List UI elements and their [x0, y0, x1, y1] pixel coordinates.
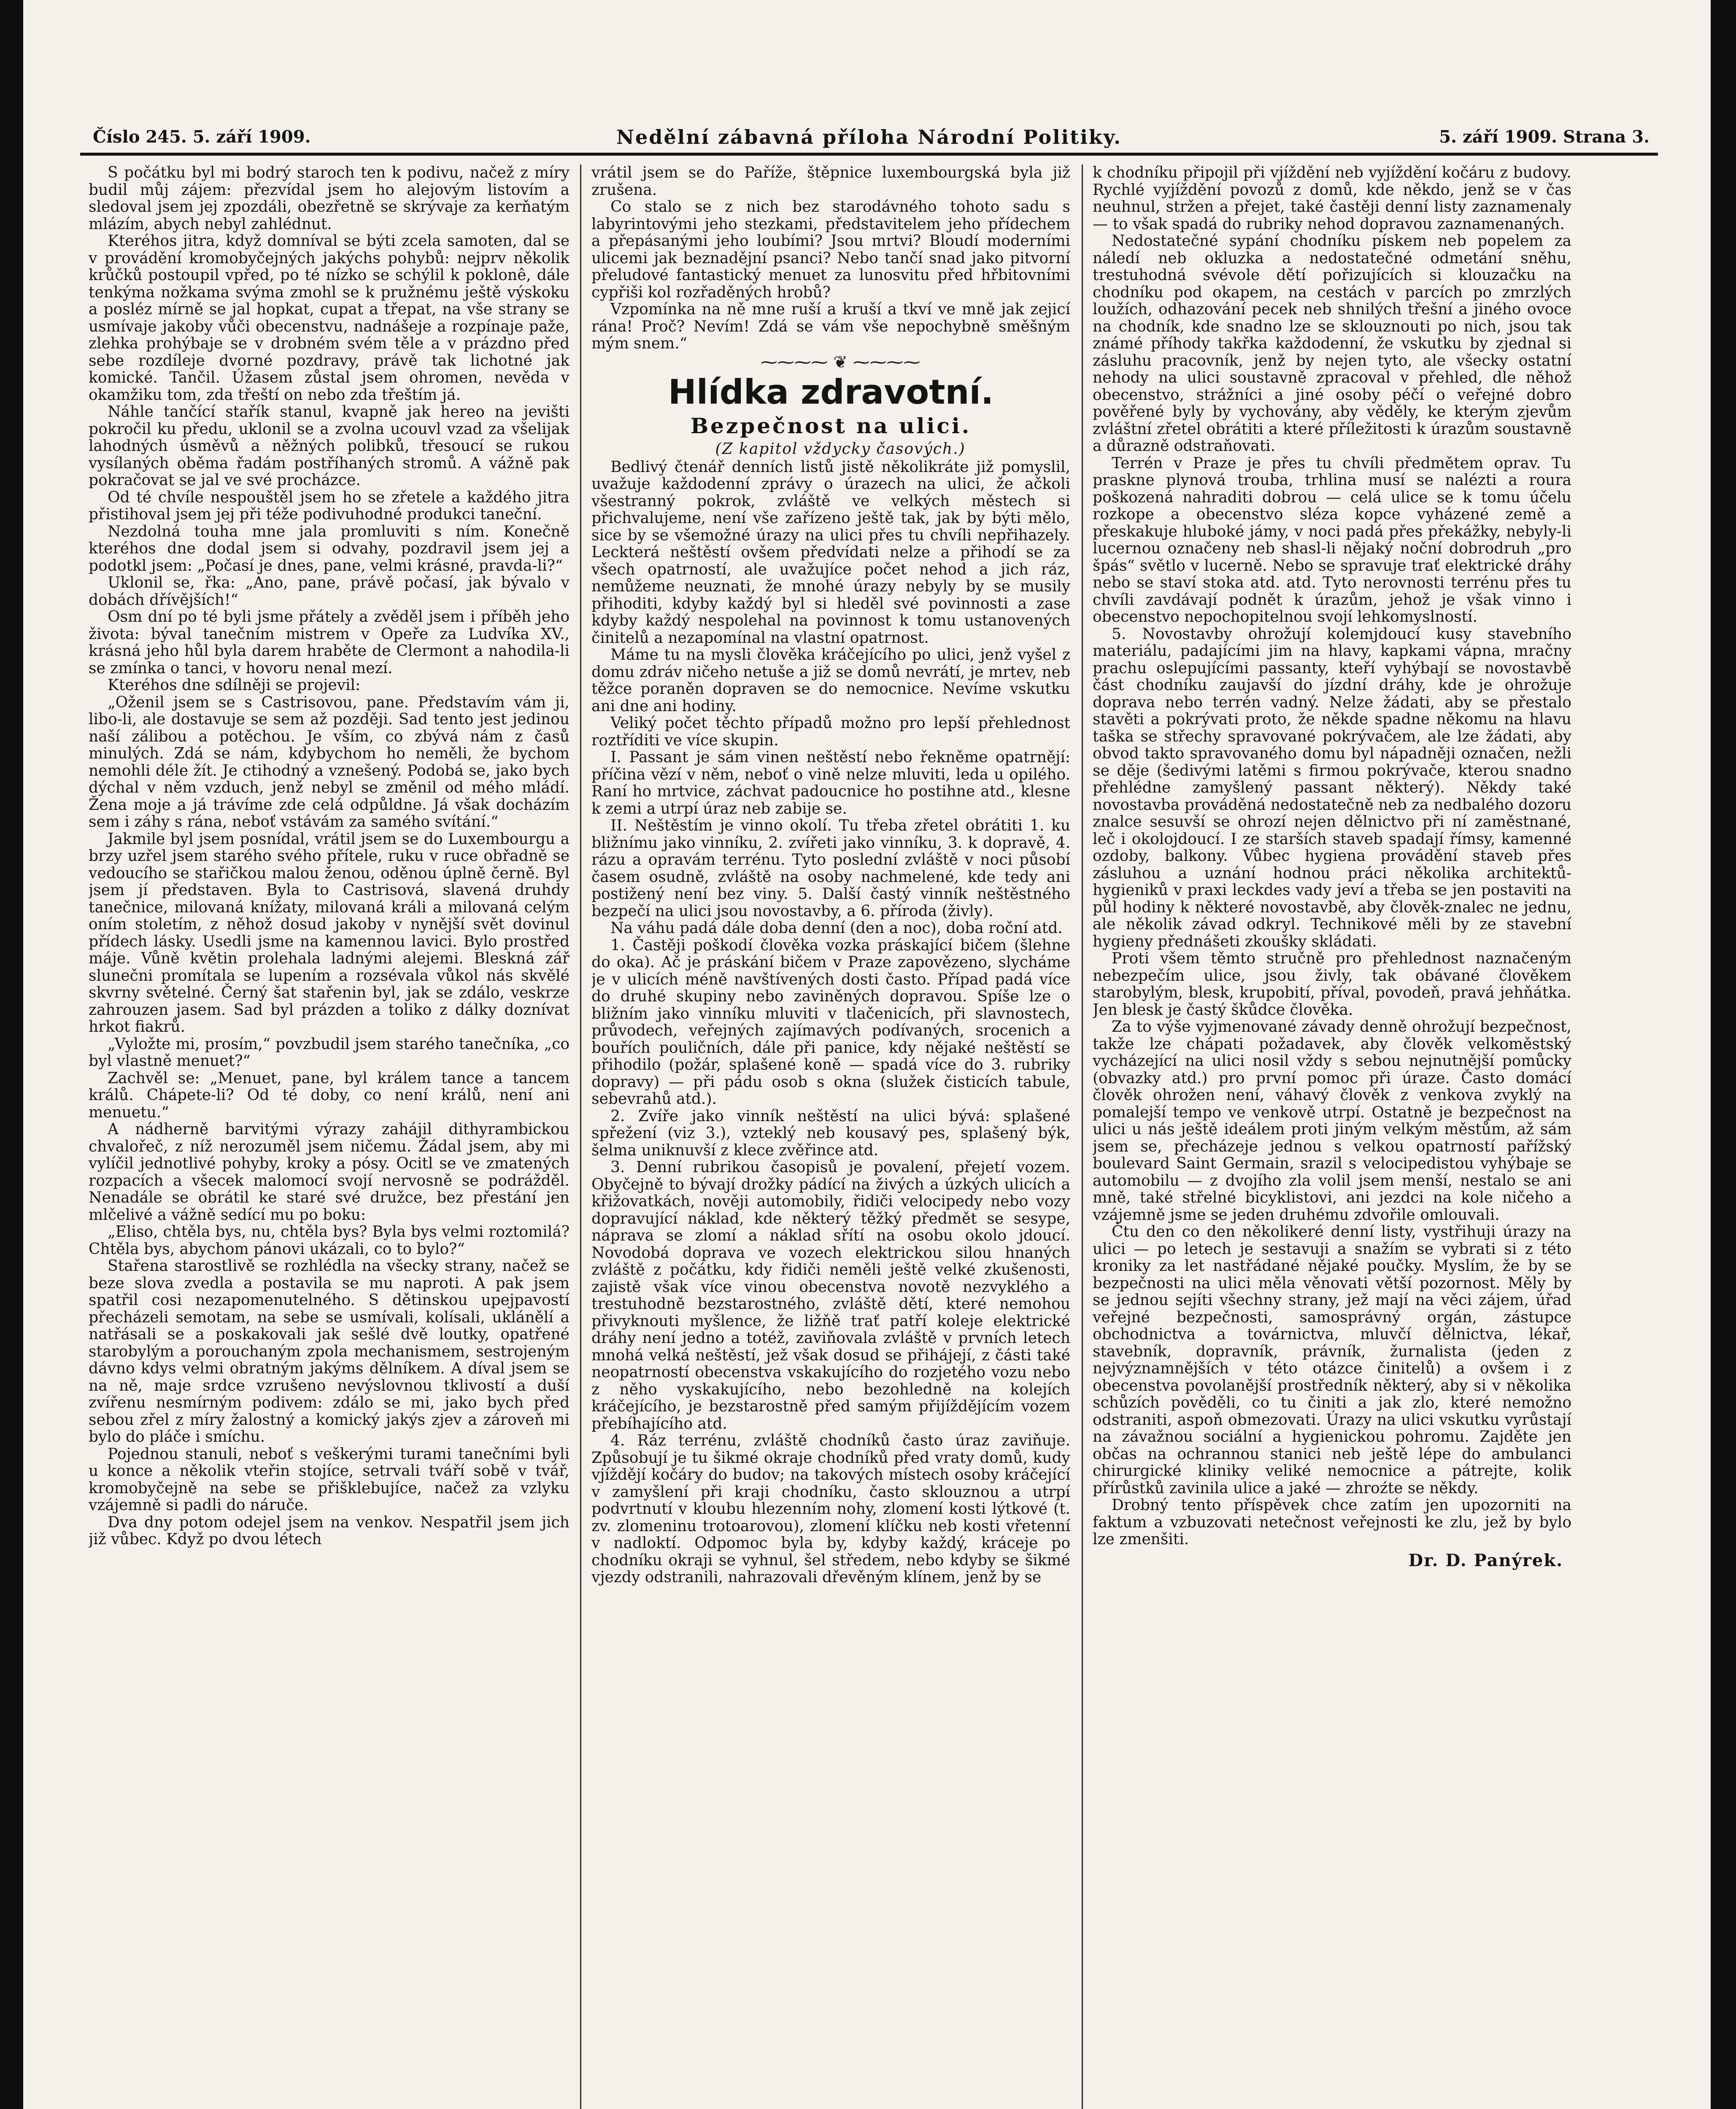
column-2: [591, 165, 1070, 2109]
column-divider: [580, 165, 581, 2109]
paragraph: „Vyložte mi, prosím,“ povzbudil jsem starého tanečníka, „co byl vlastně menuet?“: [89, 1035, 570, 1070]
ornament-divider: ⁓⁓⁓⁓ ❦ ⁓⁓⁓⁓: [760, 352, 921, 372]
paragraph: Osm dní po té byli jsme přátely a zvěděl jsem i příběh jeho života: býval tanečním mistrem v Opeře za Ludvíka XV., krásná jeho hůl byla darem hraběte de Clermont a nahodila-li se zmínka o tanci, v hovoru nenal mezí.: [89, 608, 570, 677]
paragraph: Bedlivý čtenář denních listů jistě několikráte již pomyslil, uvažuje každodenní zprávy o úrazech na ulici, že ačkoli všestranný pokrok, zvláště ve velkých městech si přichvalujeme, není vše zařízeno ještě tak, jak by býti mělo, sice by se všemožné úrazy na ulici přes tu chvíli nepřihazely. Leckterá neštěstí ovšem předvídati nelze a přihodí se za všech opatrností, ale uvažujíce počet nehod a jich ráz, nemůžeme neuznati, že mnohé úrazy nebyly by se musily přihoditi, kdyby každý byl si hleděl své povinnosti a zase kdyby každý nespolehal na povinnost k tomu ustanovených činitelů a nezapomínal na vlastní opatrnost.: [591, 458, 1070, 647]
newspaper-page: [80, 105, 1658, 2109]
issue-date: Číslo 245. 5. září 1909.: [93, 127, 311, 147]
paragraph: Co stalo se z nich bez starodávného tohoto sadu s labyrintovými jeho stezkami, představitelem jeho přídechem a přepásanými jeho loubími? Jsou mrtvi? Bloudí moderními ulicemi jak beznadějní psanci? Nebo tančí snad jako pitvorní přeludové fantastický menuet za lunosvitu před hřbitovními cypřiši kol rozřaděných hrobů?: [591, 198, 1070, 301]
section-title: Hlídka zdravotní.: [668, 372, 994, 412]
paragraph: Na váhu padá dále doba denní (den a noc), doba roční atd.: [610, 920, 1063, 937]
author-signature: Dr. D. Panýrek.: [1408, 1550, 1563, 1570]
paragraph: Od té chvíle nespouštěl jsem ho se zřetele a každého jitra přistihoval jsem jej při téže podivuhodné produkci taneční.: [89, 488, 570, 523]
paragraph: k chodníku připojil při vjíždění neb vyjíždění kočáru z budovy. Rychlé vyjíždění povozů z domů, kde někdo, jenž se v čas neuhnul, stržen a přejet, také častěji denní listy zaznamenaly — to však spadá do rubriky nehod dopravou zaznamenaných.: [1093, 165, 1571, 233]
paragraph: I. Passant je sám vinen neštěstí nebo řekněme opatrnějí: příčina vězí v něm, neboť o vině nelze mluviti, leda u opilého. Raní ho mrtvice, záchvat padoucnice ho postihne atd., klesne k zemi a utrpí úraz neb zabije se.: [591, 749, 1070, 817]
paragraph: Za to výše vyjmenované závady denně ohrožují bezpečnost, takže lze chápati požadavek, aby člověk velkoměstský vycházející na ulici nosil vždy s sebou nejnutnější pomůcky (obvazky atd.) pro první pomoc při úraze. Často domácí člověk ohrožen není, váhavý člověk z venkova zvyklý na pomalejší tempo ve venkově utrpí. Ostatně je bezpečnost na ulici u nás ještě ideálem proti jiným velkým městům, až sám jsem se, přecházeje jednou s velkou opatrností pařížský boulevard Saint Germain, srazil s velocipedistou vyhýbaje se automobilu — z dvojího zla volil jsem menší, nestalo se ani mně, také střelné bicyklistovi, ani jezdci na kole ničeho a vzájemně jsme se jeden druhému zdvořile omlouvali.: [1093, 1018, 1571, 1224]
paragraph: II. Neštěstím je vinno okolí. Tu třeba zřetel obrátiti 1. ku bližnímu jako vinníku, 2. zvířeti jako vinníku, 3. k dopravě, 4. rázu a opravám terrénu. Tyto poslední zvláště v noci působí časem osudně, zvláště na osoby nachmelené, kde tedy ani postižený není bez viny. 5. Další častý vinník neštěstného bezpečí na ulici jsou novostavby, a 6. příroda (živly).: [591, 817, 1070, 920]
paragraph: Proti všem těmto stručně pro přehlednost naznačeným nebezpečím ulice, jsou živly, tak obávané člověkem starobylým, blesk, krupobití, příval, povodeň, pravá jehňátka. Jen blesk je častý škůdce člověka.: [1093, 950, 1571, 1019]
paragraph: Pojednou stanuli, neboť s veškerými turami tanečními byli u konce a několik vteřin stojíce, setrvali tváří sobě v tvář, kromobyčejně na sebe se přišklebujíce, načež za vzlyku vzájemně si padli do náruče.: [89, 1445, 570, 1514]
paragraph: 5. Novostavby ohrožují kolemjdoucí kusy stavebního materiálu, padajícími jim na hlavy, kapkami vápna, mračny prachu oslepujícími passanty, kteří vyhýbají se novostavbě část chodníku zaujavší do jízdní dráhy, kde je ohrožuje doprava nebo terrén vadný. Nelze žádati, aby se přestalo stavěti a pokrývati proto, že někde spadne někomu na hlavu taška se střechy spravované pokrývačem, ale lze žádati, aby obvod takto spravovaného domu byl nápadněji označen, nežli se děje (šedivými latěmi s firmou pokrývače, kterou snadno přehlédne zamyšlený passant některý). Někdy také novostavba prováděná nedostatečně neb za nedbalého dozoru znalce sesuvší se ohrozí nejen dělnictvo při ní zaměstnané, leč i okolojdoucí. I ze starších staveb spadají římsy, kamenné ozdoby, balkony. Vůbec hygiena provádění staveb přes zásluhou a uznání hodnou práci několika architektů-hygieniků v praxi leckdes vady jeví a třeba se jen postaviti na půl hodiny k některé novostavbě, aby člověk-znalec ne jednu, ale několik závad odkryl. Technikové měli by ze stavební hygieny přednášeti zkoušky skládati.: [1093, 625, 1571, 950]
paragraph: „Eliso, chtěla bys, nu, chtěla bys? Byla bys velmi roztomilá? Chtěla bys, abychom pánovi ukázali, co to bylo?“: [89, 1223, 570, 1258]
paragraph: vrátil jsem se do Paříže, štěpnice luxembourgská byla již zrušena.: [591, 165, 1070, 199]
page-number: 5. září 1909. Strana 3.: [1439, 127, 1650, 147]
scan-border-left: [0, 0, 23, 2109]
paragraph: Kteréhos jitra, když domníval se býti zcela samoten, dal se v provádění kromobyčejných jakýchs pohybů: nejprv několik krůčků postoupil vpřed, po té nízko se schýlil k poklonê, dále tenkýma nožkama svýma zmohl se k pružnému ještě výskoku a posléz mírně se jal hopkat, cupat a třepat, na vše strany se usmívaje jakoby vůči obecenstvu, nadnášeje a rozpínaje paže, zlehka prohýbaje se v drobném svém těle a v prázdno před sebe rozdíleje dvorné pozdravy, právě tak lichotné jak komické. Tančil. Úžasem zůstal jsem ohromen, nevěda v okamžiku tom, zda třeští on nebo zda třeštím já.: [89, 232, 570, 404]
article-title: Bezpečnost na ulici.: [690, 413, 972, 438]
paragraph: Nezdolná touha mne jala promluviti s ním. Konečně kteréhos dne dodal jsem si odvahy, pozdravil jsem jej a podotkl jsem: „Počasí je dnes, pane, velmi krásné, pravda-li?“: [89, 523, 570, 574]
paragraph: Stařena starostlivě se rozhlédla na všecky strany, načež se beze slova zvedla a postavila se mu naproti. A pak jsem spatřil cosi nezapomenutelného. S dětinskou upejpavostí přecházeli semotam, na sebe se usmívali, kolísali, uklánělí a natřásali se a poskakovali jak sešlé dvě loutky, opatřené starobylým a porouchaným zpola mechanismem, sestrojeným dávno kdys velmi obratným jakýms dělníkem. A díval jsem se na ně, maje srdce vzrušeno nevýslovnou tklivostí a duší zvířenu nesmírným podivem: zdálo se mi, jako bych před sebou zřel z míry žalostný a komický jakýs zjev a zároveň mi bylo do pláče i smíchu.: [89, 1257, 570, 1446]
paragraph: Vzpomínka na ně mne ruší a kruší a tkví ve mně jak zejicí rána! Proč? Nevím! Zdá se vám vše nepochybně směšným mým snem.“: [591, 301, 1070, 352]
paragraph: Jakmile byl jsem posnídal, vrátil jsem se do Luxembourgu a brzy uzřel jsem starého svého přítele, ruku v ruce obřadně se vedoucího se stařičkou malou ženou, oděnou úplně černě. Byl jsem jí představen. Byla to Castrisová, slavená druhdy tanečnice, milovaná knížaty, milovaná králi a milovaná celým oním stoletím, z něhož dosud jakoby v nynější svět dovinul přídech lásky. Usedli jsme na kamennou lavici. Bylo prostřed máje. Vůně květin prolehala ladnými alejemi. Bleskná zář slunečni promítala se lupením a rozsévala vůkol nás skvělé skvrny světelné. Černý šat stařenin byl, jak se zdálo, veskrze zahrouzen jasem. Sad byl prázden a toliko z dálky doznívat hrkot fiakrů.: [89, 830, 570, 1036]
column-1: [89, 165, 570, 2109]
paragraph: Máme tu na mysli člověka kráčejícího po ulici, jenž vyšel z domu zdráv ničeho netuše a již se domů nevrátí, je mrtev, neb těžce poraněn dopraven se do nemocnice. Nevíme vskutku ani dne ani hodiny.: [591, 646, 1070, 715]
paragraph: Veliký počet těchto případů možno pro lepší přehlednost roztříditi ve více skupin.: [591, 715, 1070, 749]
masthead: [80, 122, 1658, 152]
header-rule: [80, 153, 1658, 156]
article-subtitle: (Z kapitol vždycky časových.): [715, 440, 966, 458]
paragraph: 2. Zvíře jako vinník neštěstí na ulici bývá: splašené spřežení (viz 3.), vzteklý neb kousavý pes, splašený býk, šelma uniknuvší z klece zvěřince atd.: [591, 1107, 1070, 1159]
paragraph: Dva dny potom odejel jsem na venkov. Nespatřil jsem jich již vůbec. Když po dvou létech: [89, 1513, 570, 1548]
paragraph: Zachvěl se: „Menuet, pane, byl králem tance a tancem králů. Chápete-li? Od té doby, co není králů, není ani menuetu.“: [89, 1069, 570, 1121]
paragraph: 1. Častěji poškodí člověka vozka práskající bičem (šlehne do oka). Ač je práskání bičem v Praze zapovězeno, slycháme je v ulicích méně navštívených dosti často. Případ padá více do druhé skupiny nebo zaviněných dopravou. Spíše lze o bližním jako vinníku mluviti v tlačenicích, při slavnostech, průvodech, veřejných zajímavých podívaných, srocenich a bouřích pouličních, dále při panice, kdy nějaké neštěstí se přihodilo (požár, splašené koně — spadá více do 3. rubriky dopravy) — při pádu osob s okna (služek čisticích tabule, sebevrahů atd.).: [591, 936, 1070, 1108]
paragraph: Náhle tančící stařík stanul, kvapně jak hereo na jevišti pokročil ku předu, uklonil se a zvolna ucouvl vzad za všelijak lahodných úsměvů a něžných polibků, třesoucí se rukou vysílaných oběma řadám postříhaných stromů. A vážně pak pokračovat se jal ve své procházce.: [89, 403, 570, 489]
paragraph: Kteréhos dne sdílněji se projevil:: [108, 677, 361, 694]
paragraph: 4. Ráz terrénu, zvláště chodníků často úraz zaviňuje. Způsobují je tu šikmé okraje chodníků před vraty domů, kudy vjíždějí kočáry do budov; na takových místech osoby kráčející v zamyšlení při kraji chodníku, často sklouznou a utrpí podvrtnutí v kloubu hlezenním nohy, zlomení kosti lýtkové (t. zv. zlomeninu trotoarovou), zlomení klíčku neb kosti vřetenní v nadloktí. Odpomoc byla by, kdyby každý, kráceje po chodníku okraji se vyhnul, šel středem, nebo kdyby se šikmé vjezdy odstranili, nahrazovali dřevěným klínem, jenž by se: [591, 1432, 1070, 1586]
column-3: [1093, 165, 1571, 2109]
paragraph: „Oženil jsem se s Castrisovou, pane. Představím vám ji, libo-li, ale dostavuje se sem až později. Sad tento jest jedinou naší zálibou a potěchou. Je vším, co zbývá nám z časů minulých. Zdá se nám, kdybychom ho neměli, že bychom nemohli déle žít. Je ctihodný a vznešený. Podobá se, jako bych dýchal v něm vzduch, jenž nebyl se změnil od mého mládí. Žena moje a já trávíme zde celá odpůldne. Já však docházím sem i záhy s rána, neboť vstávám za samého svítání.“: [89, 693, 570, 831]
paragraph: Čtu den co den několikeré denní listy, vystřihuji úrazy na ulici — po letech je sestavuji a snažím se vybrati si z této kroniky za let nastřádané nějaké poučky. Myslím, že by se bezpečnosti na ulici měla věnovati větší pozornost. Měly by se jednou sejíti všechny strany, jež mají na věci zájem, úřad veřejné bezpečnosti, samosprávný orgán, zástupce obchodnictva a továrnictva, mluvčí dělnictva, lékař, stavebník, dopravník, právník, žurnalista (jeden z nejvýznamnějších v této otázce činitelů) a ovšem i z obecenstva povolanější prostředník některý, aby si v několika schůzích pověděli, co tu činiti a jak zlo, které nemožno odstraniti, aspoň obmezovati. Úrazy na ulici vskutku vyrůstají na závažnou sociální a hygienickou pohromu. Zajděte jen občas na ochrannou stanici neb ještě lépe do ambulanci chirurgické kliniky veliké nemocnice a pátrejte, kolik přírůstků zavinila ulice a jaké — zhroźte se někdy.: [1093, 1223, 1571, 1497]
supplement-title: Nedělní zábavná příloha Národní Politiky.: [616, 126, 1122, 148]
scan-border-right: [1711, 0, 1736, 2109]
paragraph: S počátku byl mi bodrý staroch ten k podivu, načež z míry budil můj zájem: přezvídal jsem ho alejovým listovím a sledoval jsem jej zpozdáli, obezřetně se skrývaje za kerňatým mlázím, abych nebyl zahlédnut.: [89, 165, 570, 233]
column-divider: [1082, 165, 1083, 2109]
paragraph: Nedostatečné sypání chodníku pískem neb popelem za náledí neb okluzka a nedostatečné odmetání sněhu, trestuhodná svévole dětí pořizujících si klouzačku na chodníku pod okapem, na cestách v parcích po zmrzlých loužích, odhazování pecek neb shnilých třešní a jiného ovoce na chodník, kde snadno lze se sklouznouti po nich, jsou tak známé příhody takřka každodenní, že vskutku by zjednal si zásluhu pracovník, jenž by nejen tyto, ale všecky ostatní nehody na ulici soustavně zpracoval v přehled, dle něhož obecenstvo, strážníci a jiné osoby péčí o veřejné dobro pověřené byly by vychovány, aby věděly, ke kterým zjevům zvláštní zřetel obrátiti a které příležitosti k úrazům soustavně a důrazně odstraňovati.: [1093, 232, 1571, 455]
paragraph: A nádherně barvitými výrazy zahájil dithyrambickou chvalořeč, z níž nerozuměl jsem ničemu. Žádal jsem, aby mi vylíčil jednotlivé pohyby, kroky a pósy. Ocitl se ve zmatených rozpacích a všecek malomocí svojí nervosně se podrážděl. Nenadále se obrátil ke staré své družce, bez přestání jen mlčelivé a vážně sedící mu po boku:: [89, 1121, 570, 1224]
paragraph: 3. Denní rubrikou časopisů je povalení, přejetí vozem. Obyčejně to bývají drožky pádící na živých a úzkých ulicích a křižovatkách, nověji automobily, řidiči velocipedy nebo vozy dopravující náklad, kde některý těžký předmět se sesype, náprava se zlomí a náklad sřítí na osobu okolo jdoucí. Novodobá doprava ve vozech elektrickou silou hnaných zvláště z počátku, kdy řidiči neměli ještě velké zkušenosti, zajistě však více vinou obecenstva novotě nezvyklého a trestuhodně bezstarostného, zvláště dětí, které nemohou přivyknouti myšlence, že ližňě trať patří koleje elektrické dráhy není jedno a totéž, zaviňovala zvláště v prvních letech mnohá velká neštěstí, jež však dosud se přihájejí, z části také neopatrností obecenstva vskakujícího do rozjetého vozu nebo z něho vyskakujícího, nebo bezohledně na kolejích kráčejícího, je bezstarostně před samým přijíždějícím vozem přebíhajícího atd.: [591, 1159, 1070, 1432]
paragraph: Terrén v Praze je přes tu chvíli předmětem oprav. Tu praskne plynová trouba, trhlina musí se nalézti a roura poškozená nahraditi dobrou — celá ulice se k tomu účelu rozkope a obecenstvo sléza kopce vyházené země a přeskakuje hluboké jámy, v noci padá přes překážky, nebyly-li lucernou označeny neb shasl-li nějaký noční dobrodruh „pro špás“ světlo v lucerně. Nebo se spravuje trať elektrické dráhy nebo se staví stoka atd. atd. Tyto nerovnosti terrénu přes tu chvíli zavdávají podnět k úrazům, jehož je však vinno i obecenstvo nepochopitelnou svojí lehkomyslností.: [1093, 454, 1571, 626]
paragraph: Drobný tento příspěvek chce zatím jen upozorniti na faktum a vzbuzovati netečnost veřejnosti ke zlu, jež by bylo lze zmenšiti.: [1093, 1497, 1571, 1548]
paragraph: Uklonil se, řka: „Ano, pane, právě počasí, jak bývalo v dobách dřívějších!“: [89, 574, 570, 609]
